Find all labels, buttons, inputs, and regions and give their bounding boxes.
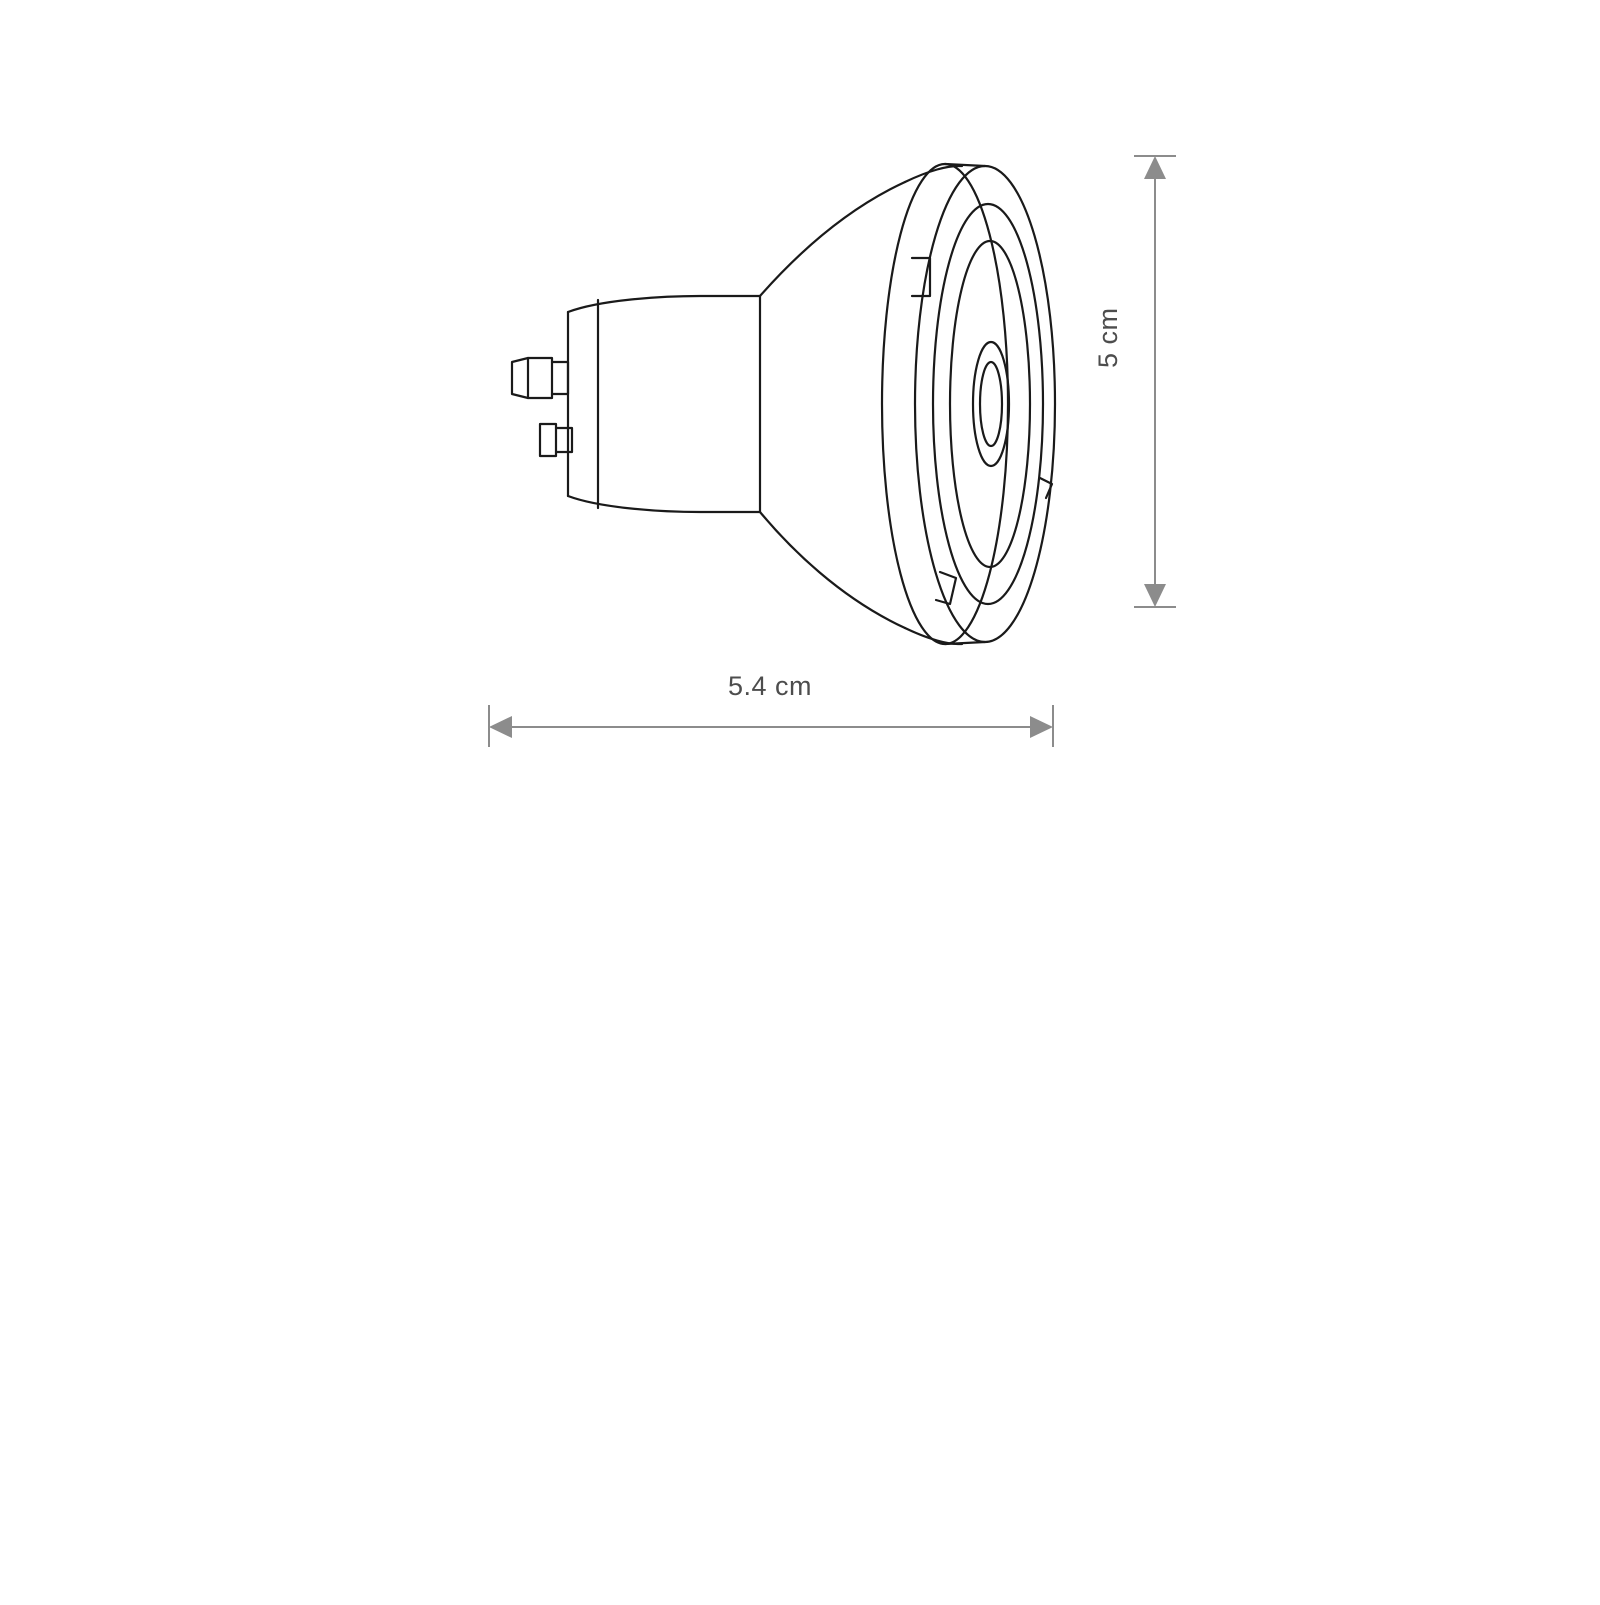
cylindrical-body (568, 296, 760, 512)
width-dimension-label: 5.4 cm (728, 671, 813, 701)
width-dimension (489, 705, 1053, 747)
gu10-pin-base (512, 358, 572, 456)
height-dimension-label: 5 cm (1093, 307, 1123, 368)
front-lens-face (882, 164, 1055, 644)
height-dimension (1134, 156, 1176, 607)
bulb-drawing (512, 164, 1055, 644)
conical-reflector (760, 166, 962, 644)
center-led-element (973, 342, 1009, 466)
dimension-lines (489, 156, 1176, 747)
